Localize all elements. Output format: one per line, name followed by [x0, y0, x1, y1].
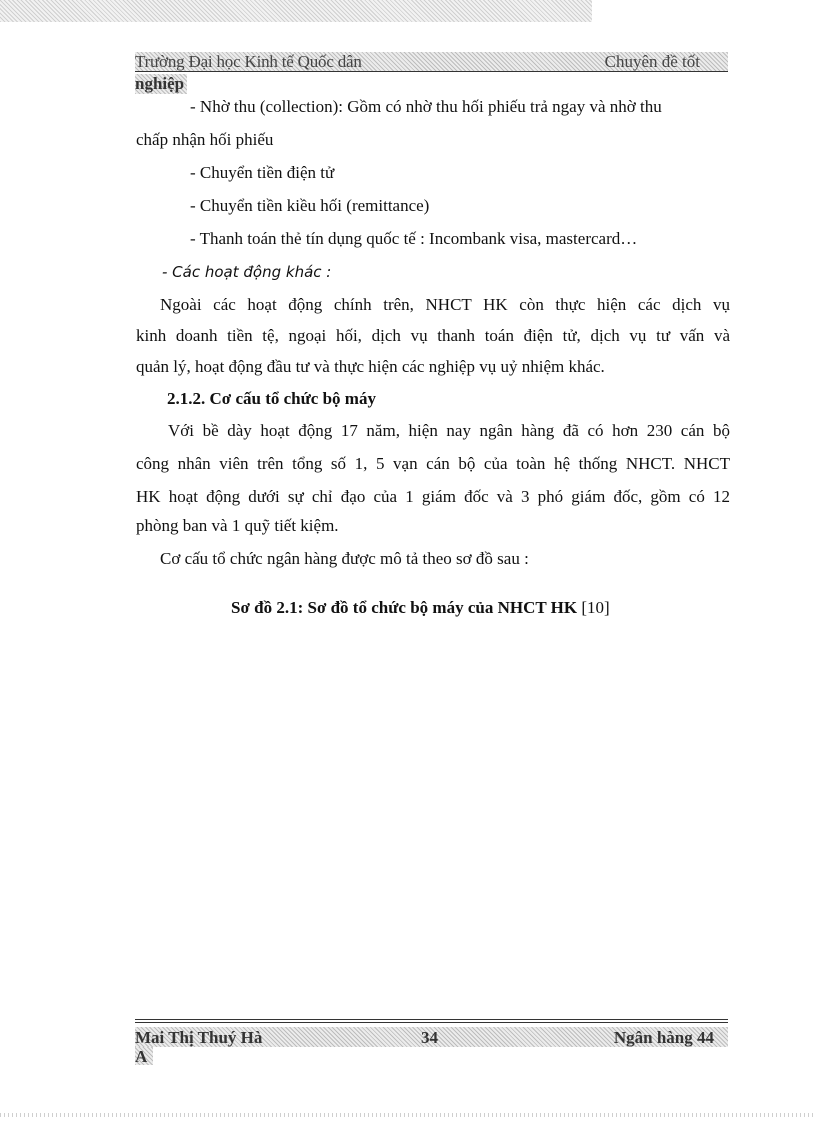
header-university: Trường Đại học Kinh tế Quốc dân [135, 52, 362, 71]
paragraph-line: công nhân viên trên tổng số 1, 5 vạn cán bộ của toàn hệ thống NHCT. NHCT [136, 454, 730, 473]
paragraph-line: chấp nhận hối phiếu [136, 130, 274, 149]
paragraph-line: kinh doanh tiền tệ, ngoại hối, dịch vụ thanh toán điện tử, dịch vụ tư vấn và [136, 326, 730, 345]
footer-rule-bottom [135, 1022, 728, 1023]
subheading: - Các hoạt động khác : [162, 263, 332, 281]
caption-ref: [10] [581, 598, 610, 617]
header-thesis: Chuyên đề tốt [604, 52, 700, 71]
page-header [135, 52, 728, 72]
header-rule [135, 71, 728, 72]
paragraph-line: Cơ cấu tổ chức ngân hàng được mô tả theo sơ đồ sau : [160, 549, 529, 568]
list-item: - Chuyển tiền kiều hối (remittance) [190, 196, 430, 215]
bottom-scan-edge [0, 1113, 816, 1117]
top-scan-strip [0, 0, 592, 22]
header-continuation [135, 74, 187, 94]
header-cont-text: nghiệp [135, 74, 185, 93]
list-item: - Chuyển tiền điện tử [190, 163, 335, 182]
paragraph-line: HK hoạt động dưới sự chỉ đạo của 1 giám đốc và 3 phó giám đốc, gồm có 12 [136, 487, 730, 506]
footer-author: Mai Thị Thuý Hà [135, 1028, 263, 1047]
page-number: 34 [421, 1028, 438, 1047]
footer-author-cont: A [135, 1047, 148, 1066]
footer-class: Ngân hàng 44 [613, 1028, 714, 1047]
page-footer [135, 1019, 728, 1065]
paragraph-line: Với bề dày hoạt động 17 năm, hiện nay ngân hàng đã có hơn 230 cán bộ [168, 421, 730, 440]
paragraph-line: - Nhờ thu (collection): Gồm có nhờ thu hối phiếu trả ngay và nhờ thu [190, 97, 662, 116]
footer-rule-top [135, 1019, 728, 1020]
figure-caption [231, 598, 610, 618]
section-heading: 2.1.2. Cơ cấu tổ chức bộ máy [167, 389, 376, 408]
paragraph-line: Ngoài các hoạt động chính trên, NHCT HK còn thực hiện các dịch vụ [160, 295, 730, 314]
paragraph-line: quản lý, hoạt động đầu tư và thực hiện các nghiệp vụ uỷ nhiệm khác. [136, 357, 605, 376]
list-item: - Thanh toán thẻ tín dụng quốc tế : Incombank visa, mastercard… [190, 229, 638, 248]
paragraph-line: phòng ban và 1 quỹ tiết kiệm. [136, 516, 339, 535]
caption-title: Sơ đồ 2.1: Sơ đồ tổ chức bộ máy của NHCT HK [231, 598, 578, 617]
